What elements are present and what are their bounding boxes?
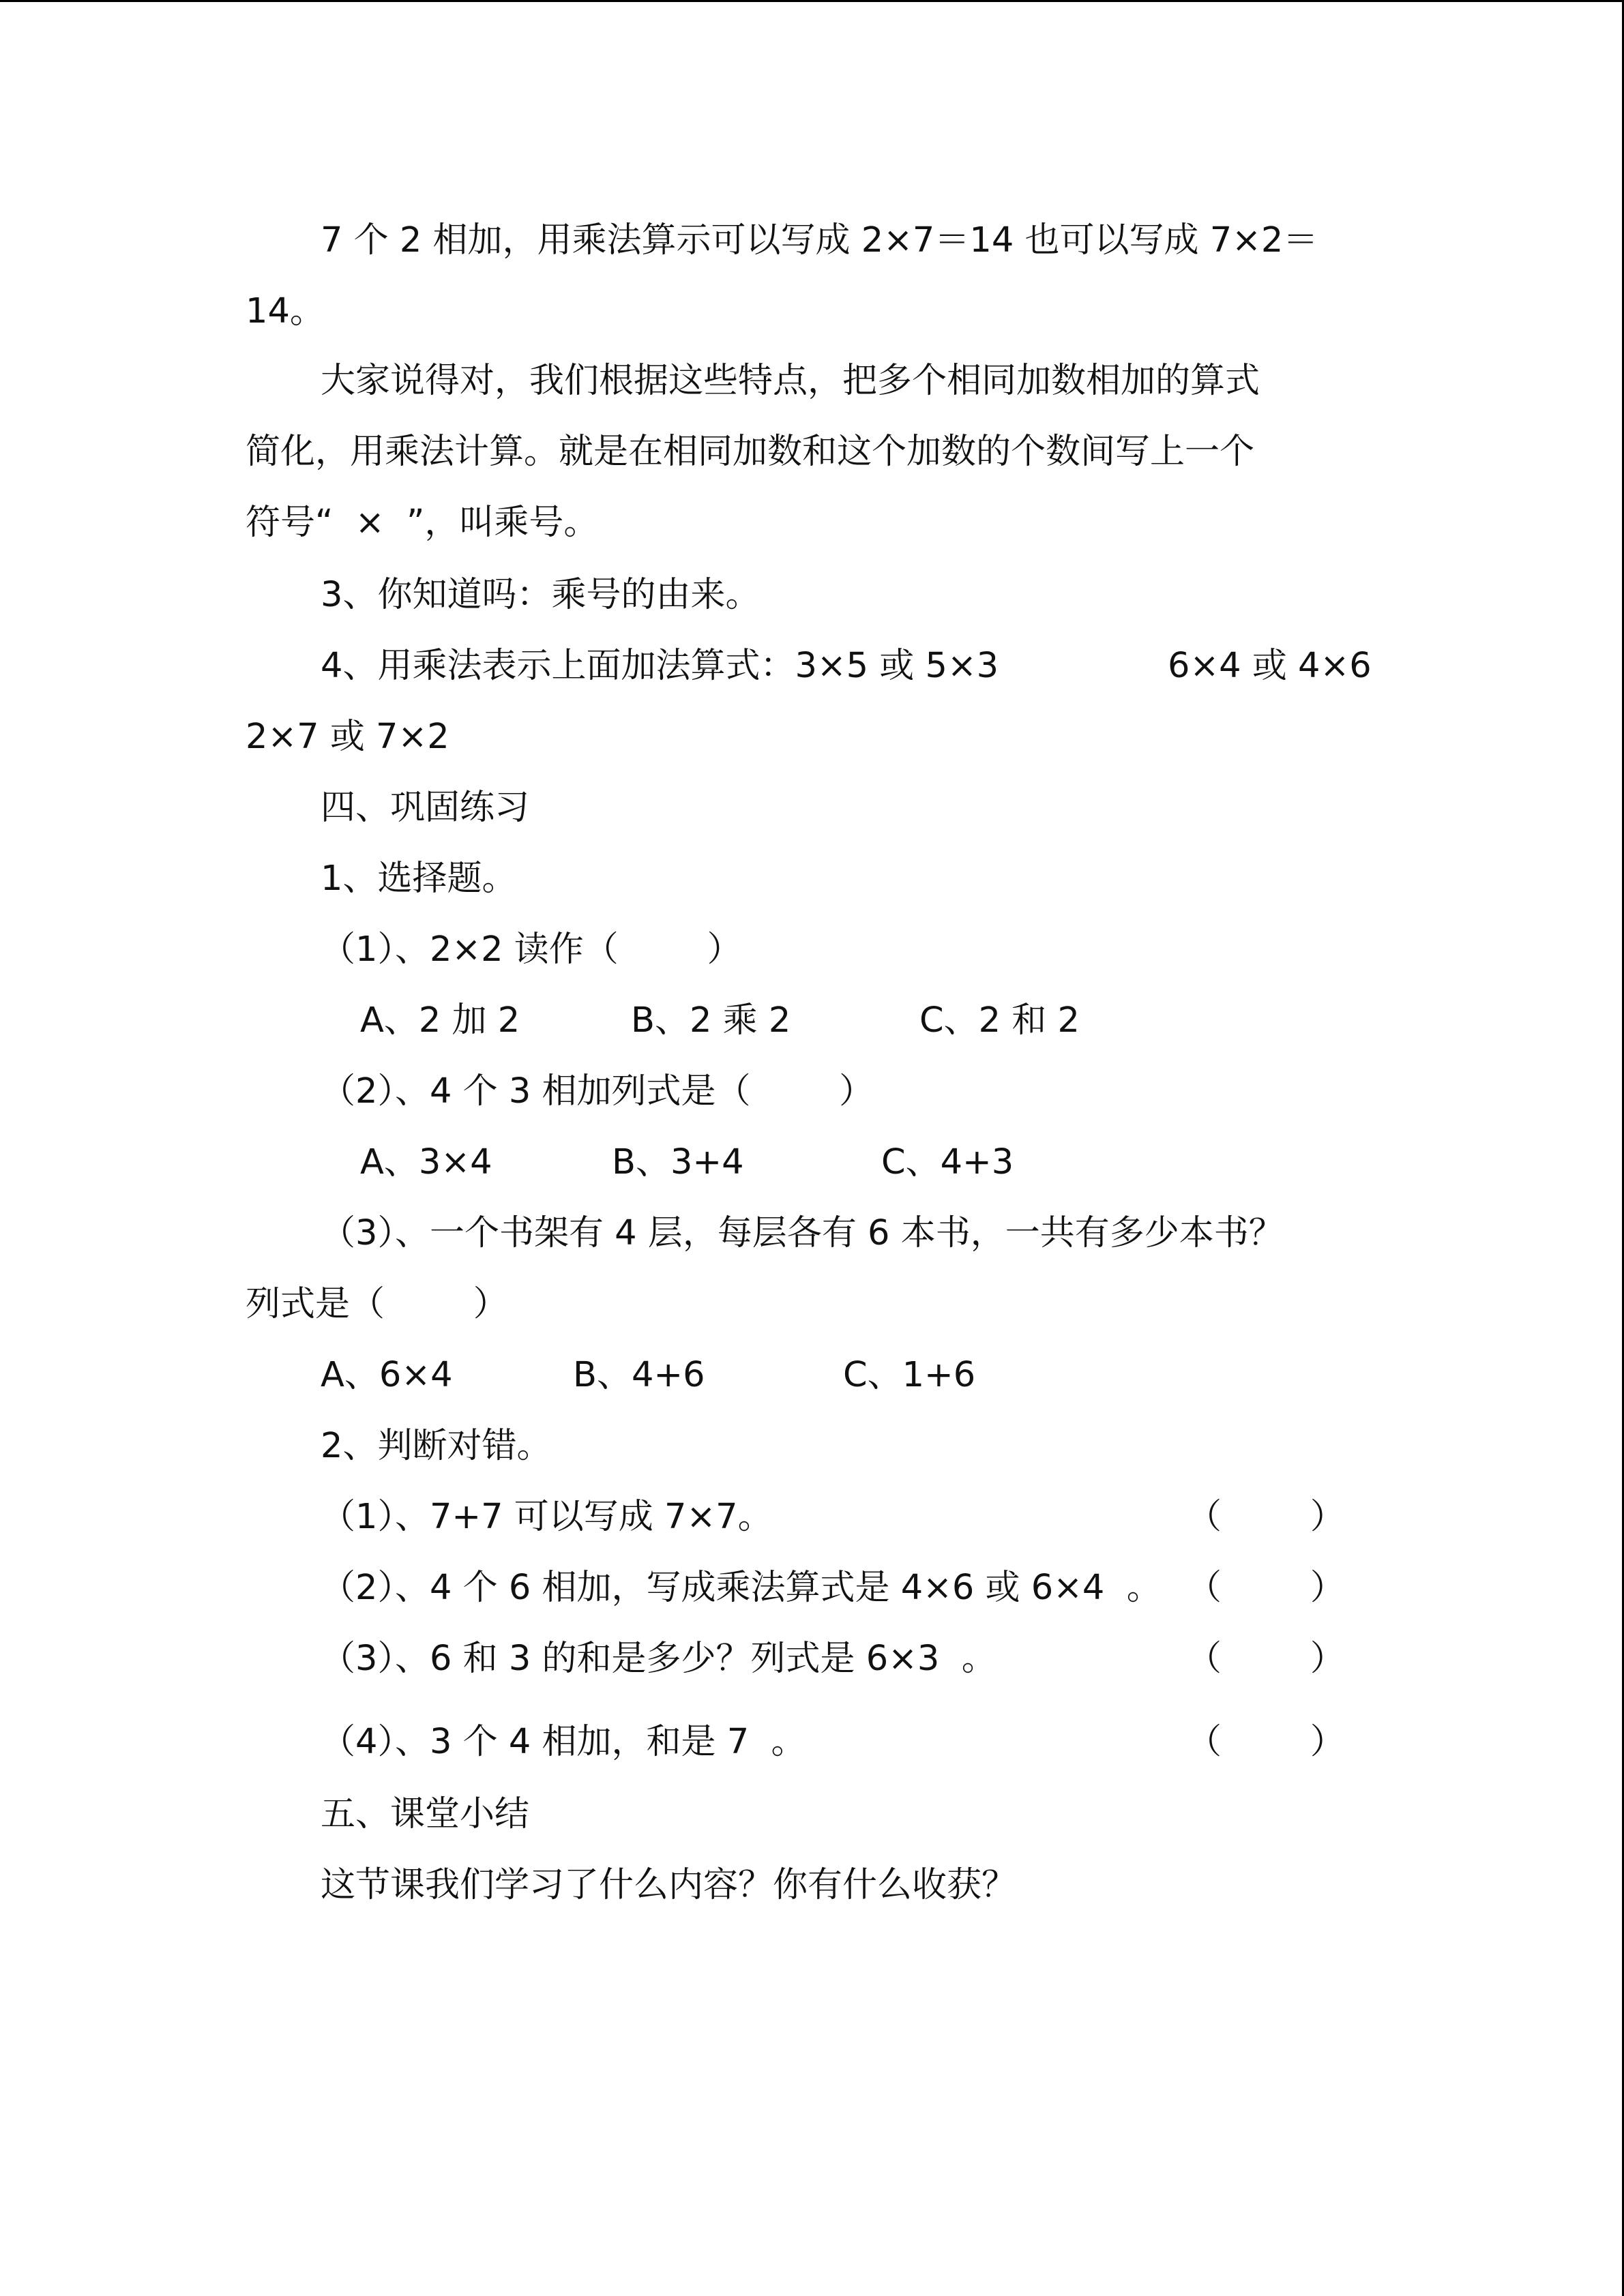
question-2-title: 2、判断对错。 [321,1426,552,1466]
section-5-heading: 五、课堂小结 [321,1794,530,1834]
summary-text: 这节课我们学习了什么内容？你有什么收获？ [321,1865,1017,1905]
question-1-2-option-b: B、3+4 [612,1142,744,1182]
question-1-1-option-c: C、2 和 2 [919,1000,1080,1041]
judge-item-3: （3）、6 和 3 的和是多少？列式是 6×3 。 [321,1639,996,1679]
question-1-3-option-a: A、6×4 [321,1355,453,1395]
paragraph-4-line-2: 2×7 或 7×2 [246,717,449,757]
judge-item-3-blank: （ ） [1187,1639,1345,1679]
paragraph-1-line-1: 7 个 2 相加，用乘法算示可以写成 2×7＝14 也可以写成 7×2＝ [321,220,1318,260]
question-1-3-line-2: 列式是（ ） [246,1284,508,1324]
paragraph-2-line-3: 符号“ × ”，叫乘号。 [246,503,599,543]
judge-item-4: （4）、3 个 4 相加，和是 7 。 [321,1722,806,1762]
paragraph-2-line-1: 大家说得对，我们根据这些特点，把多个相同加数相加的算式 [321,361,1260,401]
judge-item-2: （2）、4 个 6 相加，写成乘法算式是 4×6 或 6×4 。 [321,1568,1162,1608]
question-1-3-line-1: （3）、一个书架有 4 层，每层各有 6 本书，一共有多少本书？ [321,1213,1284,1253]
judge-item-1-blank: （ ） [1187,1497,1345,1537]
question-1-1: （1）、2×2 读作（ ） [321,929,742,970]
section-4-heading: 四、巩固练习 [321,788,530,828]
paragraph-3: 3、你知道吗：乘号的由来。 [321,575,761,615]
question-1-1-option-a: A、2 加 2 [360,1000,520,1041]
judge-item-4-blank: （ ） [1187,1722,1345,1762]
question-1-3-option-b: B、4+6 [573,1355,705,1395]
question-1-2-option-a: A、3×4 [360,1142,492,1182]
judge-item-2-blank: （ ） [1187,1568,1345,1608]
paragraph-1-line-2: 14。 [246,291,325,331]
question-1-1-option-b: B、2 乘 2 [631,1000,791,1041]
question-1-2: （2）、4 个 3 相加列式是（ ） [321,1071,874,1112]
question-1-title: 1、选择题。 [321,859,517,899]
question-1-2-option-c: C、4+3 [881,1142,1014,1182]
paragraph-4-line-1-b: 6×4 或 4×6 [1168,646,1372,686]
judge-item-1: （1）、7+7 可以写成 7×7。 [321,1497,773,1537]
paragraph-2-line-2: 简化，用乘法计算。就是在相同加数和这个加数的个数间写上一个 [246,432,1255,472]
question-1-3-option-c: C、1+6 [843,1355,976,1395]
page-border-top [0,0,1624,2]
paragraph-4-line-1-a: 4、用乘法表示上面加法算式：3×5 或 5×3 [321,646,999,686]
